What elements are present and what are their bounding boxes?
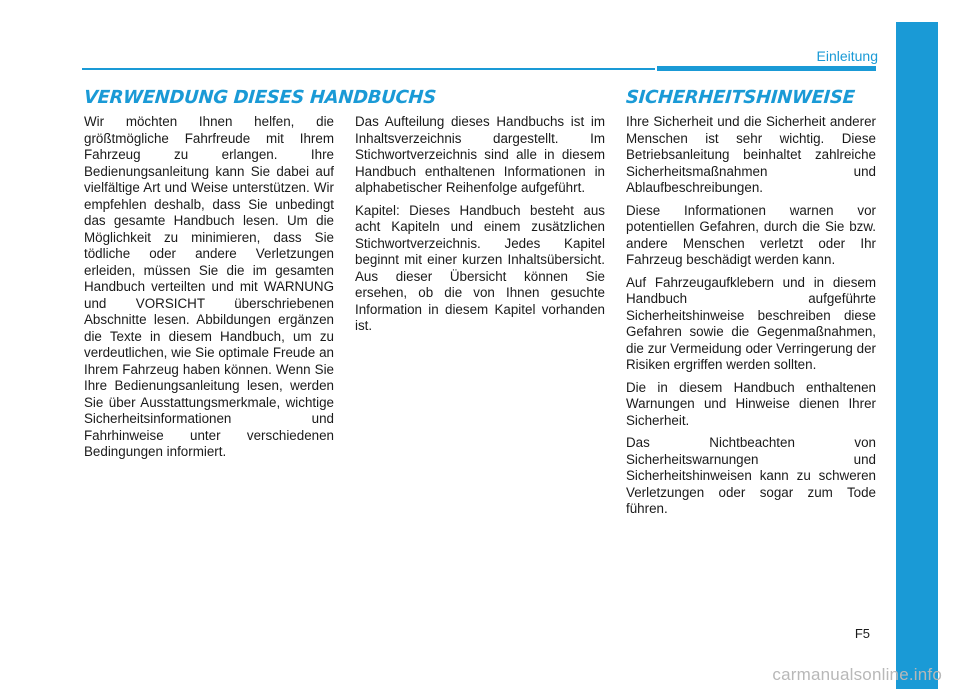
paragraph: Diese Informationen warnen vor potentiellen Gefahren, durch die Sie bzw. andere Menschen verletzt oder Ihr Fahrzeug beschädigt werden kann. (626, 202, 876, 267)
usage-column-2 (355, 114, 605, 341)
paragraph: Das Nichtbeachten von Sicherheitswarnungen und Sicherheitshinweisen kann zu schweren Verletzungen oder sogar zum Tode führen. (626, 435, 876, 516)
paragraph: Auf Fahrzeugaufklebern und in diesem Handbuch aufgeführte Sicherheitshinweise beschreiben diese Gefahren sowie die Gegenmaßnahmen, die zur Vermeidung oder Verringerung der Risiken ergriffen werden sollten. (626, 274, 876, 372)
section-title-usage: VERWENDUNG DIESES HANDBUCHS (83, 87, 437, 108)
section-title-safety: SICHERHEITSHINWEISE (625, 87, 856, 108)
safety-column (626, 114, 876, 524)
usage-column-1 (84, 114, 334, 467)
header-rule (82, 68, 655, 70)
watermark: carmanualsonline.info (772, 665, 942, 684)
paragraph: Das Aufteilung dieses Handbuchs ist im Inhaltsverzeichnis dargestellt. Im Stichwortverzeichnis sind alle in diesem Handbuch enthaltenen Informationen in alphabetischer Reihenfolge aufgeführt. (355, 114, 605, 195)
paragraph: Die in diesem Handbuch enthaltenen Warnungen und Hinweise dienen Ihrer Sicherheit. (626, 379, 876, 428)
paragraph: Kapitel: Dieses Handbuch besteht aus acht Kapiteln und einem zusätzlichen Stichwortverzeichnis. Jedes Kapitel beginnt mit einer kurzen Inhaltsübersicht. Aus dieser Übersicht können Sie ersehen, ob die von Ihnen gesuchte Information in diesem Kapitel vorhanden ist. (355, 202, 605, 333)
chapter-side-tab (896, 22, 938, 689)
chapter-label: Einleitung (816, 48, 878, 64)
paragraph: Ihre Sicherheit und die Sicherheit anderer Menschen ist sehr wichtig. Diese Betriebsanleitung beinhaltet zahlreiche Sicherheitsmaßnahmen und Ablaufbeschreibungen. (626, 114, 876, 195)
page-number: F5 (854, 626, 870, 641)
paragraph: Wir möchten Ihnen helfen, die größtmögliche Fahrfreude mit Ihrem Fahrzeug zu erlangen. Ihre Bedienungsanleitung kann Sie dabei auf vielfältige Art und Weise unterstützen. Wir empfehlen deshalb, dass Sie unbedingt das gesamte Handbuch lesen. Um die Möglichkeit zu minimieren, dass Sie tödliche oder andere Verletzungen erleiden, müssen Sie die im gesamten Handbuch verteilten und mit WARNUNG und VORSICHT überschriebenen Abschnitte lesen. Abbildungen ergänzen die Texte in diesem Handbuch, um zu verdeutlichen, wie Sie optimale Freude an Ihrem Fahrzeug haben können. Wenn Sie Ihre Bedienungsanleitung lesen, werden Sie über Ausstattungsmerkmale, wichtige Sicherheitsinformationen und Fahrhinweise unter verschiedenen Bedingungen informiert. (84, 114, 334, 459)
header-rule-accent (657, 66, 876, 71)
